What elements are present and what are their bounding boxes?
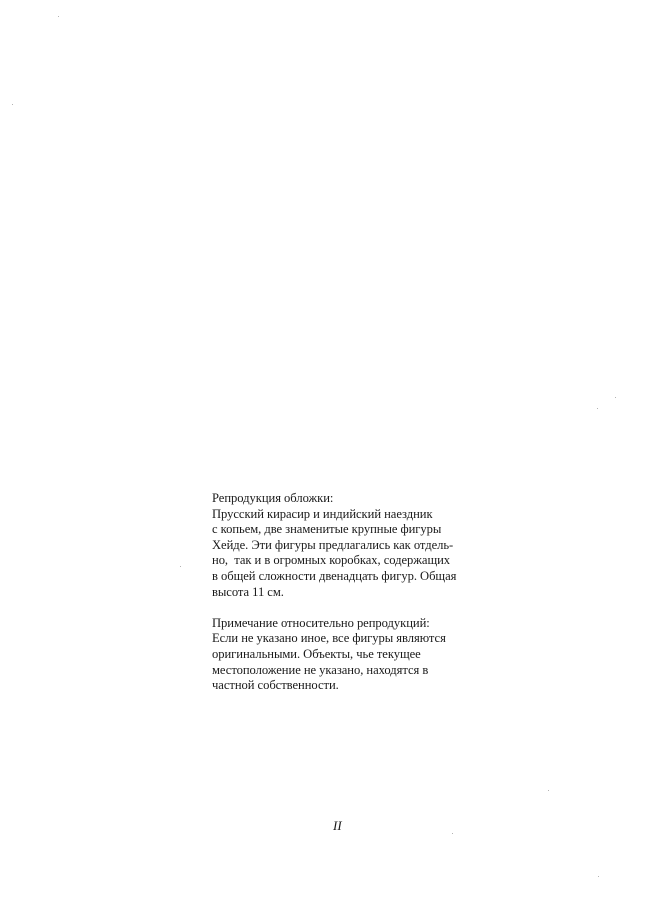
page-number: II: [333, 818, 342, 833]
scan-speck: [180, 566, 181, 567]
cover-caption: [212, 491, 462, 600]
note-line: оригинальными. Объекты, чье текущее: [212, 646, 421, 661]
cover-caption-line: но, так и в огромных коробках, содержащих: [212, 553, 451, 568]
caption-block: [212, 491, 462, 694]
scan-speck: [615, 397, 616, 398]
scan-speck: [58, 16, 59, 17]
scan-speck: [598, 876, 599, 877]
cover-caption-line: с копьем, две знаменитые крупные фигуры: [212, 522, 442, 537]
cover-caption-line: Прусский кирасир и индийский наездник: [212, 506, 433, 521]
scan-speck: [12, 104, 13, 105]
note-line: частной собственности.: [212, 678, 339, 693]
cover-caption-line: в общей сложности двенадцать фигур. Общая: [212, 568, 457, 583]
paragraph-gap: [212, 600, 462, 616]
note-heading: Примечание относительно репродукций:: [212, 615, 430, 630]
cover-caption-line: высота 11 см.: [212, 584, 284, 599]
note-line: Если не указано иное, все фигуры являются: [212, 631, 446, 646]
cover-caption-line: Хейде. Эти фигуры предлагались как отдель-: [212, 537, 454, 552]
cover-caption-heading: Репродукция обложки:: [212, 491, 334, 505]
scan-speck: [597, 408, 598, 409]
scan-speck: [452, 833, 453, 834]
note-line: местоположение не указано, находятся в: [212, 662, 429, 677]
reproduction-note: [212, 616, 462, 694]
scan-speck: [548, 790, 549, 791]
